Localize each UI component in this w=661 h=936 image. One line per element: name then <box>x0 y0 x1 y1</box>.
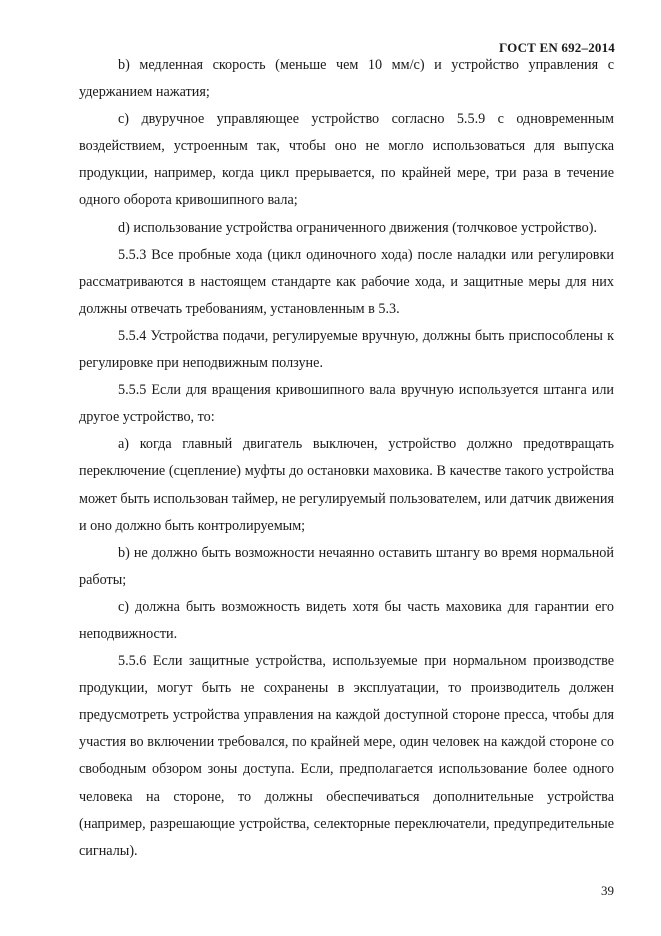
paragraph-5-5-5-a: a) когда главный двигатель выключен, устройство должно предотвращать переключение (сцепление) муфты до остановки маховика. В качестве такого устройства может быть использован таймер, не регулируемый пользователем, или датчик движения и оно должно быть контролируемым; <box>79 436 614 534</box>
paragraph-5-5-5: 5.5.5 Если для вращения кривошипного вала вручную используется штанга или другое устройство, то: <box>79 382 614 426</box>
document-header: ГОСТ EN 692–2014 <box>498 40 615 55</box>
paragraph-5-5-2-b: b) медленная скорость (меньше чем 10 мм/с) и устройство управления с удержанием нажатия; <box>79 57 614 101</box>
paragraph-5-5-5-c: c) должна быть возможность видеть хотя бы часть маховика для гарантии его неподвижности. <box>79 598 614 642</box>
paragraph-5-5-2-d: d) использование устройства ограниченного движения (толчковое устройство). <box>118 219 597 236</box>
paragraph-5-5-6: 5.5.6 Если защитные устройства, используемые при нормальном производстве продукции, могут быть не сохранены в эксплуатации, то производитель должен предусмотреть устройства управления на каждой доступной стороне пресса, чтобы для участия во включении требовался, по крайней мере, один человек на каждой стороне со свободным обзором зоны доступа. Если, предполагается использование более одного человека на стороне, то должны обеспечиваться дополнительные устройства (например, разрешающие устройства, селекторные переключатели, предупредительные сигналы). <box>79 653 614 859</box>
paragraph-5-5-5-b: b) не должно быть возможности нечаянно оставить штангу во время нормальной работы; <box>79 544 614 588</box>
page-number: 39 <box>601 883 614 898</box>
document-body <box>79 52 614 865</box>
paragraph-5-5-2-c: c) двуручное управляющее устройство согласно 5.5.9 с одновременным воздействием, устроенным так, чтобы оно не могло использоваться для выпуска продукции, например, когда цикл прерывается, по крайней мере, три раза в течение одного оборота кривошипного вала; <box>79 111 614 209</box>
paragraph-5-5-3: 5.5.3 Все пробные хода (цикл одиночного хода) после наладки или регулировки рассматриваются в настоящем стандарте как рабочие хода, и защитные меры для них должны отвечать требованиям, установленным в 5.3. <box>79 246 614 317</box>
paragraph-5-5-4: 5.5.4 Устройства подачи, регулируемые вручную, должны быть приспособлены к регулировке при неподвижным ползуне. <box>79 327 614 372</box>
